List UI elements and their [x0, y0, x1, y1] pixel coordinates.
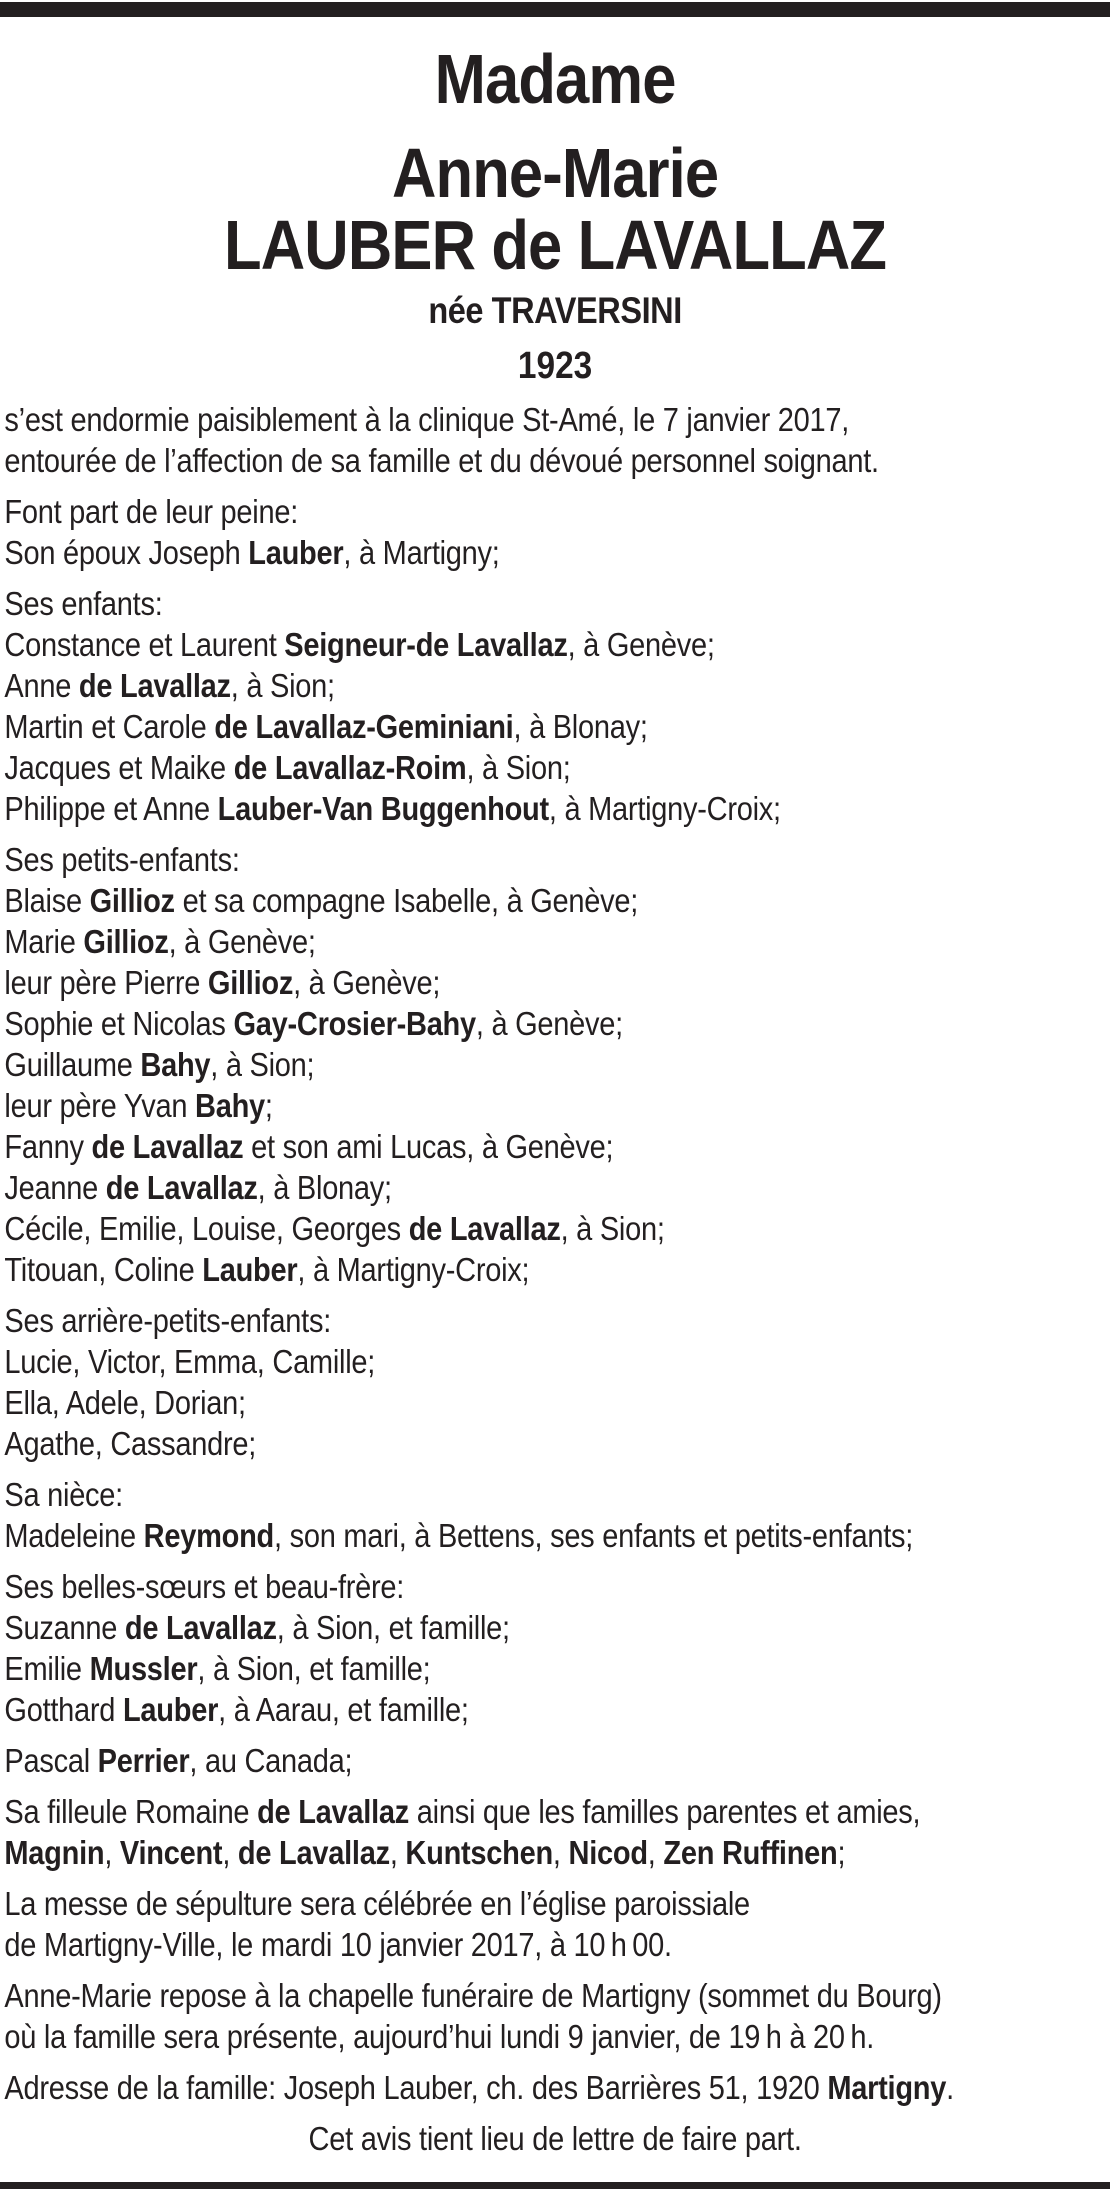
first-name: Anne-Marie [391, 134, 719, 212]
body-line: Martin et Carole de Lavallaz-Geminiani, à Blonay; [4, 708, 648, 745]
paragraph [4, 1566, 1110, 1730]
body-line: Titouan, Coline Lauber, à Martigny-Croix; [4, 1251, 530, 1288]
paragraph [4, 2118, 1110, 2159]
body-line: Guillaume Bahy, à Sion; [4, 1046, 315, 1083]
body-line: Jacques et Maike de Lavallaz-Roim, à Sion; [4, 749, 571, 786]
maiden-name: née TRAVERSINI [428, 290, 682, 331]
paragraph [4, 1474, 1110, 1556]
paragraph [4, 399, 1110, 481]
body-line: Gotthard Lauber, à Aarau, et famille; [4, 1691, 469, 1728]
paragraph [4, 839, 1110, 1290]
body-line: Lucie, Victor, Emma, Camille; [4, 1343, 376, 1380]
body-line: Emilie Mussler, à Sion, et famille; [4, 1650, 431, 1687]
body-line: Adresse de la famille: Joseph Lauber, ch. des Barrières 51, 1920 Martigny. [4, 2069, 954, 2106]
birth-year: 1923 [517, 345, 593, 387]
salutation: Madame [434, 40, 676, 118]
body-line: Anne-Marie repose à la chapelle funéraire de Martigny (sommet du Bourg) [4, 1977, 942, 2014]
body-line: leur père Yvan Bahy; [4, 1087, 273, 1124]
body-line: Ses arrière-petits-enfants: [4, 1302, 331, 1339]
paragraph [4, 1975, 1110, 2057]
body-line: où la famille sera présente, aujourd’hui lundi 9 janvier, de 19 h à 20 h. [4, 2018, 875, 2055]
body-line: leur père Pierre Gillioz, à Genève; [4, 964, 441, 1001]
body-line: Blaise Gillioz et sa compagne Isabelle, à Genève; [4, 882, 639, 919]
paragraph [4, 1791, 1110, 1873]
body-line: Font part de leur peine: [4, 493, 298, 530]
paragraph [4, 1883, 1110, 1965]
notice-content [0, 17, 1110, 2169]
body-line: Madeleine Reymond, son mari, à Bettens, ses enfants et petits-enfants; [4, 1517, 914, 1554]
body-line: s’est endormie paisiblement à la clinique St-Amé, le 7 janvier 2017, [4, 401, 850, 438]
top-rule [0, 2, 1110, 17]
body-line: Ses enfants: [4, 585, 163, 622]
bottom-rule [0, 2182, 1110, 2189]
body-line: Cet avis tient lieu de lettre de faire part. [308, 2120, 802, 2157]
body-line: Son époux Joseph Lauber, à Martigny; [4, 534, 500, 571]
body-line: Ses belles-sœurs et beau-frère: [4, 1568, 405, 1605]
body-line: Constance et Laurent Seigneur-de Lavallaz, à Genève; [4, 626, 715, 663]
paragraph [4, 2067, 1110, 2108]
body-line: Pascal Perrier, au Canada; [4, 1742, 353, 1779]
body-line: La messe de sépulture sera célébrée en l’église paroissiale [4, 1885, 750, 1922]
paragraph [4, 1300, 1110, 1464]
body-line: entourée de l’affection de sa famille et du dévoué personnel soignant. [4, 442, 879, 479]
body-line: Sophie et Nicolas Gay-Crosier-Bahy, à Genève; [4, 1005, 623, 1042]
paragraph [4, 491, 1110, 573]
family-name: LAUBER de LAVALLAZ [224, 206, 887, 284]
body-line: Cécile, Emilie, Louise, Georges de Lavallaz, à Sion; [4, 1210, 665, 1247]
body-line: Sa nièce: [4, 1476, 123, 1513]
body-line: Fanny de Lavallaz et son ami Lucas, à Genève; [4, 1128, 614, 1165]
body-line: Philippe et Anne Lauber-Van Buggenhout, à Martigny-Croix; [4, 790, 781, 827]
body-line: Sa filleule Romaine de Lavallaz ainsi que les familles parentes et amies, [4, 1793, 921, 1830]
body-line: Anne de Lavallaz, à Sion; [4, 667, 335, 704]
body-line: de Martigny-Ville, le mardi 10 janvier 2017, à 10 h 00. [4, 1926, 672, 1963]
body-line: Marie Gillioz, à Genève; [4, 923, 316, 960]
body-line: Jeanne de Lavallaz, à Blonay; [4, 1169, 392, 1206]
paragraph [4, 583, 1110, 829]
paragraph [4, 1740, 1110, 1781]
body-line: Ses petits-enfants: [4, 841, 240, 878]
body-line: Suzanne de Lavallaz, à Sion, et famille; [4, 1609, 510, 1646]
body-line: Ella, Adele, Dorian; [4, 1384, 246, 1421]
body-line: Magnin, Vincent, de Lavallaz, Kuntschen, Nicod, Zen Ruffinen; [4, 1834, 846, 1871]
body-line: Agathe, Cassandre; [4, 1425, 257, 1462]
notice-body [0, 399, 1110, 2159]
notice-header [0, 40, 1110, 387]
